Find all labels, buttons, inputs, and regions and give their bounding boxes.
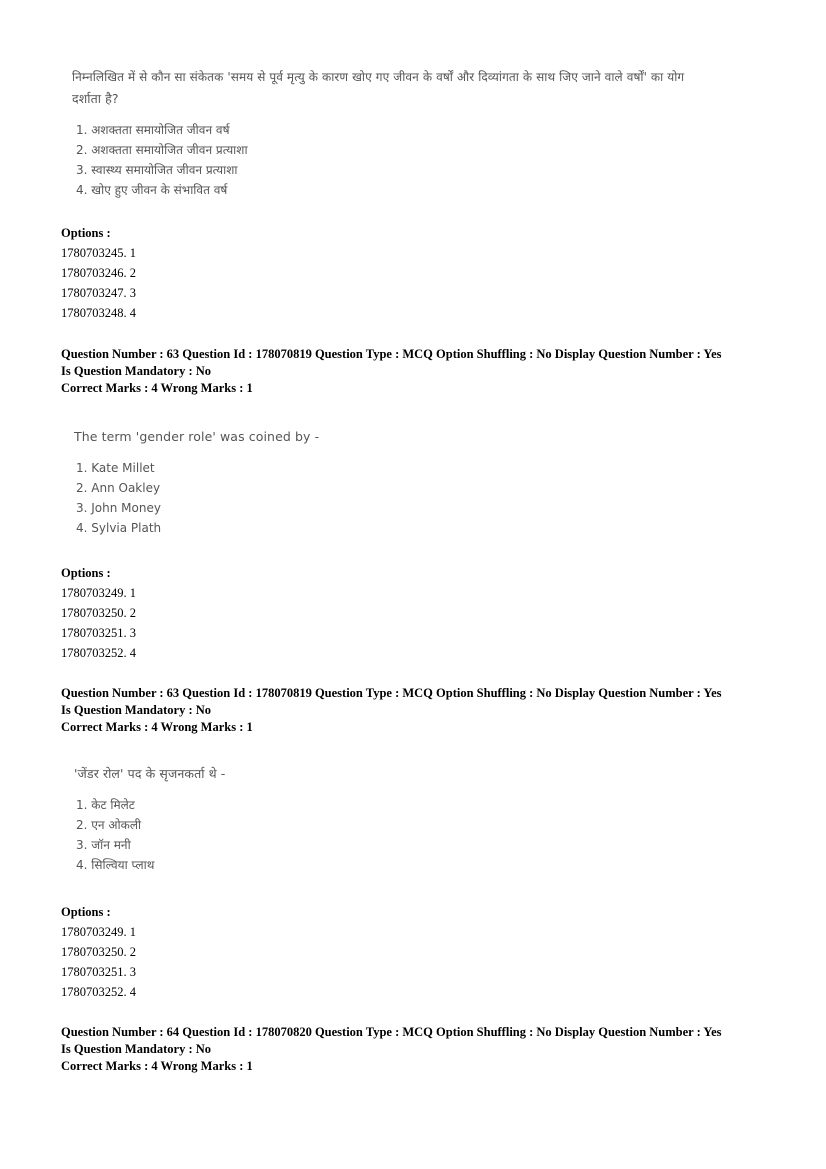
choice-item: 3. जॉन मनी bbox=[76, 838, 131, 852]
question-meta bbox=[61, 1024, 771, 1075]
question-meta-line: Question Number : 64 Question Id : 178070820 Question Type : MCQ Option Shuffling : No Display Question Number : Yes bbox=[61, 1025, 722, 1039]
option-row: 1780703250. 2 bbox=[61, 606, 136, 620]
question-meta-line: Question Number : 63 Question Id : 178070819 Question Type : MCQ Option Shuffling : No Display Question Number : Yes bbox=[61, 686, 722, 700]
option-row: 1780703247. 3 bbox=[61, 286, 136, 300]
choice-item: 4. सिल्विया प्लाथ bbox=[76, 858, 155, 872]
choice-item: 3. John Money bbox=[76, 501, 161, 515]
marks-line: Correct Marks : 4 Wrong Marks : 1 bbox=[61, 1059, 253, 1073]
question-stem: निम्नलिखित में से कौन सा संकेतक 'समय से पूर्व मृत्यु के कारण खोए गए जीवन के वर्षों और दिव्यांगता के साथ जिए जाने वाले वर्षों' का योग bbox=[72, 70, 685, 84]
option-row: 1780703249. 1 bbox=[61, 925, 136, 939]
question-stem: The term 'gender role' was coined by - bbox=[74, 429, 320, 444]
choice-item: 2. अशक्तता समायोजित जीवन प्रत्याशा bbox=[76, 143, 248, 157]
question-stem: 'जेंडर रोल' पद के सृजनकर्ता थे - bbox=[74, 766, 226, 781]
question-meta bbox=[61, 346, 771, 397]
options-block bbox=[61, 564, 136, 663]
option-row: 1780703248. 4 bbox=[61, 306, 136, 320]
marks-line: Correct Marks : 4 Wrong Marks : 1 bbox=[61, 720, 253, 734]
mandatory-line: Is Question Mandatory : No bbox=[61, 703, 212, 717]
question-stem: दर्शाता है? bbox=[72, 91, 119, 106]
choice-item: 4. Sylvia Plath bbox=[76, 521, 162, 535]
question-meta bbox=[61, 685, 771, 736]
choice-item: 2. Ann Oakley bbox=[76, 481, 161, 495]
option-row: 1780703252. 4 bbox=[61, 646, 136, 660]
choice-list bbox=[76, 458, 474, 538]
options-label: Options : bbox=[61, 226, 111, 240]
question-image bbox=[74, 426, 474, 538]
option-row: 1780703249. 1 bbox=[61, 586, 136, 600]
question-image bbox=[72, 66, 772, 200]
marks-line: Correct Marks : 4 Wrong Marks : 1 bbox=[61, 381, 253, 395]
options-block bbox=[61, 903, 136, 1002]
question-image bbox=[74, 763, 474, 875]
choice-list bbox=[76, 120, 772, 200]
mandatory-line: Is Question Mandatory : No bbox=[61, 1042, 212, 1056]
choice-item: 4. खोए हुए जीवन के संभावित वर्ष bbox=[76, 183, 228, 197]
choice-item: 1. Kate Millet bbox=[76, 461, 155, 475]
question-meta-line: Question Number : 63 Question Id : 178070819 Question Type : MCQ Option Shuffling : No Display Question Number : Yes bbox=[61, 347, 722, 361]
choice-item: 2. एन ओकली bbox=[76, 818, 142, 832]
option-row: 1780703252. 4 bbox=[61, 985, 136, 999]
choice-item: 1. केट मिलेट bbox=[76, 798, 135, 812]
option-row: 1780703251. 3 bbox=[61, 626, 136, 640]
choice-list bbox=[76, 795, 474, 875]
choice-item: 3. स्वास्थ्य समायोजित जीवन प्रत्याशा bbox=[76, 163, 238, 177]
mandatory-line: Is Question Mandatory : No bbox=[61, 364, 212, 378]
option-row: 1780703245. 1 bbox=[61, 246, 136, 260]
option-row: 1780703250. 2 bbox=[61, 945, 136, 959]
options-block bbox=[61, 224, 136, 323]
option-row: 1780703251. 3 bbox=[61, 965, 136, 979]
option-row: 1780703246. 2 bbox=[61, 266, 136, 280]
choice-item: 1. अशक्तता समायोजित जीवन वर्ष bbox=[76, 123, 230, 137]
options-label: Options : bbox=[61, 905, 111, 919]
options-label: Options : bbox=[61, 566, 111, 580]
